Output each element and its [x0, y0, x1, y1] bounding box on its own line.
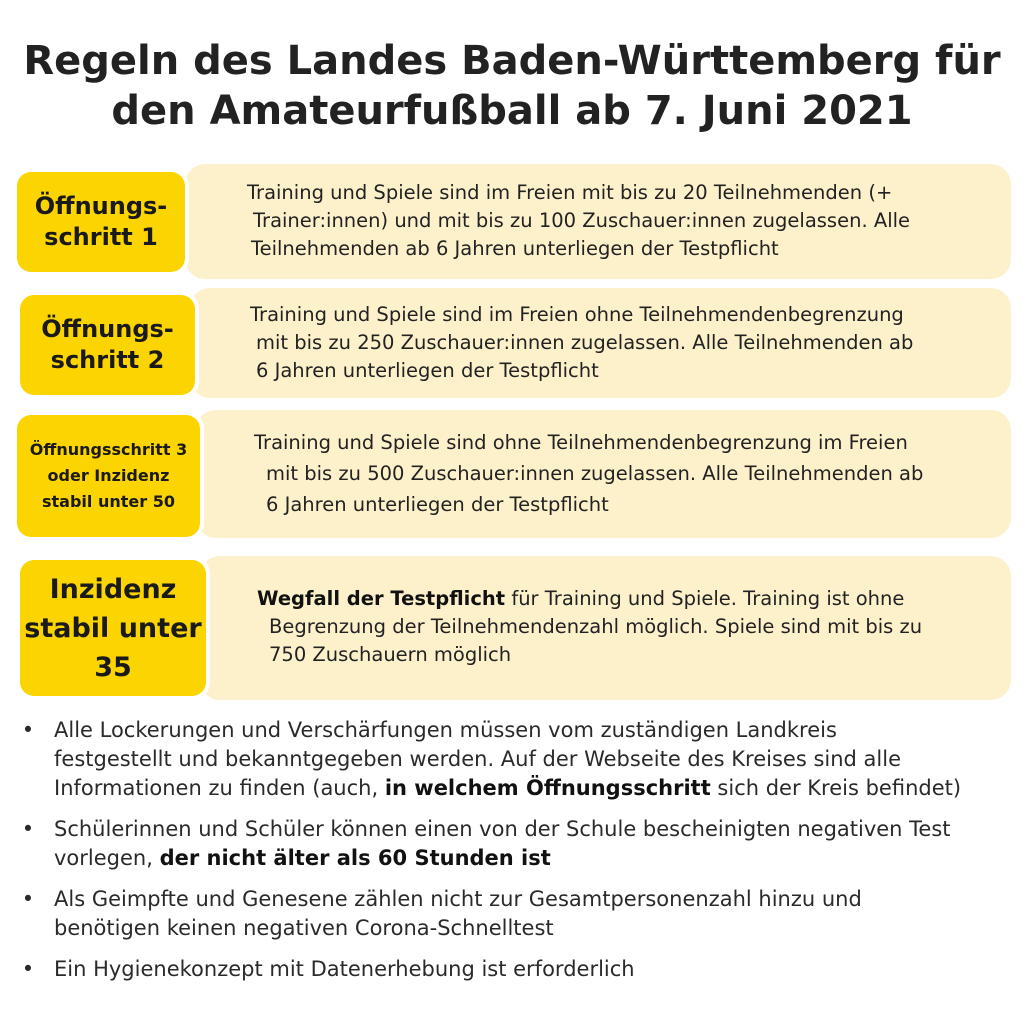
- title-line-1: Regeln des Landes Baden-Württemberg für: [23, 38, 1001, 84]
- rule-3-label-line-1: Öffnungsschritt 3: [29, 440, 188, 459]
- rule-3-label-line-3: stabil unter 50: [42, 492, 175, 511]
- rule-3-label: [17, 415, 200, 537]
- rule-4-label: [20, 560, 206, 696]
- rule-4-label-line-2: stabil unter: [24, 612, 202, 644]
- rule-4-text-line-3: 750 Zuschauern möglich: [269, 643, 512, 666]
- rule-3-text-line-2: mit bis zu 500 Zuschauer:innen zugelassen. Alle Teilnehmenden ab: [266, 462, 924, 485]
- rule-3-text-line-1: Training und Spiele sind ohne Teilnehmendenbegrenzung im Freien: [254, 431, 908, 454]
- rule-4-text-bold: Wegfall der Testpflicht: [257, 587, 506, 610]
- rule-4-label-line-1: Inzidenz: [49, 573, 177, 605]
- rule-2-text-line-2: mit bis zu 250 Zuschauer:innen zugelassen. Alle Teilnehmenden ab: [256, 331, 914, 354]
- rule-3-text-line-3: 6 Jahren unterliegen der Testpflicht: [266, 493, 609, 516]
- bullet-marker: •: [21, 718, 35, 742]
- note-3-line-2: benötigen keinen negativen Corona-Schnelltest: [54, 916, 554, 940]
- note-1-bold: in welchem Öffnungsschritt: [384, 776, 711, 800]
- bullet-marker: •: [21, 957, 35, 981]
- note-1-line-3-start: Informationen zu finden (auch,: [54, 776, 385, 800]
- note-2-line-1: Schülerinnen und Schüler können einen von der Schule bescheinigten negativen Test: [54, 817, 951, 841]
- rule-1-label: [17, 172, 185, 272]
- bullet-marker: •: [21, 887, 35, 911]
- rule-2-text-line-1: Training und Spiele sind im Freien ohne Teilnehmendenbegrenzung: [250, 303, 904, 326]
- note-4-line-1: Ein Hygienekonzept mit Datenerhebung ist erforderlich: [54, 957, 635, 981]
- rule-4-label-line-3: 35: [94, 651, 132, 683]
- note-1-line-3: [54, 774, 1018, 803]
- note-2-line-2: [54, 844, 1018, 873]
- rule-4-text-line-1-rest: für Training und Spiele. Training ist ohne: [505, 587, 905, 610]
- rule-1-text-line-2: Trainer:innen) und mit bis zu 100 Zuschauer:innen zugelassen. Alle: [253, 209, 911, 232]
- notes-list: [18, 716, 1018, 996]
- rule-3-label-line-2: oder Inzidenz: [47, 466, 170, 485]
- note-item: [18, 885, 1018, 943]
- rule-2-label-line-1: Öffnungs-: [41, 315, 174, 343]
- note-1-line-2: festgestellt und bekanntgegeben werden. Auf der Webseite des Kreises sind alle: [54, 747, 902, 771]
- rule-1-text-line-1: Training und Spiele sind im Freien mit bis zu 20 Teilnehmenden (+: [247, 181, 893, 204]
- title-line-2: den Amateurfußball ab 7. Juni 2021: [111, 88, 913, 134]
- rule-1-label-line-2: schritt 1: [44, 223, 158, 251]
- note-item: [18, 955, 1018, 984]
- note-2-bold: der nicht älter als 60 Stunden ist: [159, 846, 551, 870]
- rule-2-label: [20, 295, 195, 395]
- rule-1-text-line-3: Teilnehmenden ab 6 Jahren unterliegen der Testpflicht: [251, 237, 779, 260]
- note-3-line-1: Als Geimpfte und Genesene zählen nicht zur Gesamtpersonenzahl hinzu und: [54, 887, 862, 911]
- bullet-marker: •: [21, 817, 35, 841]
- page-title: [0, 36, 1024, 136]
- rule-1-label-line-1: Öffnungs-: [34, 192, 168, 220]
- rule-3-description-panel: [196, 410, 1011, 538]
- note-1-line-1: Alle Lockerungen und Verschärfungen müssen vom zuständigen Landkreis: [54, 718, 837, 742]
- rule-2-text-line-3: 6 Jahren unterliegen der Testpflicht: [256, 359, 599, 382]
- rule-2-label-line-2: schritt 2: [50, 346, 165, 374]
- note-item: [18, 815, 1018, 873]
- note-1-line-3-end: sich der Kreis befindet): [710, 776, 962, 800]
- note-2-line-2-start: vorlegen,: [54, 846, 160, 870]
- rule-4-text-line-2: Begrenzung der Teilnehmendenzahl möglich. Spiele sind mit bis zu: [269, 615, 923, 638]
- rule-2-description-panel: [190, 288, 1011, 398]
- rule-1-description-panel: [185, 164, 1011, 279]
- rule-4-text-line-1: [257, 585, 922, 613]
- rule-4-description-panel: [200, 556, 1011, 700]
- note-item: [18, 716, 1018, 803]
